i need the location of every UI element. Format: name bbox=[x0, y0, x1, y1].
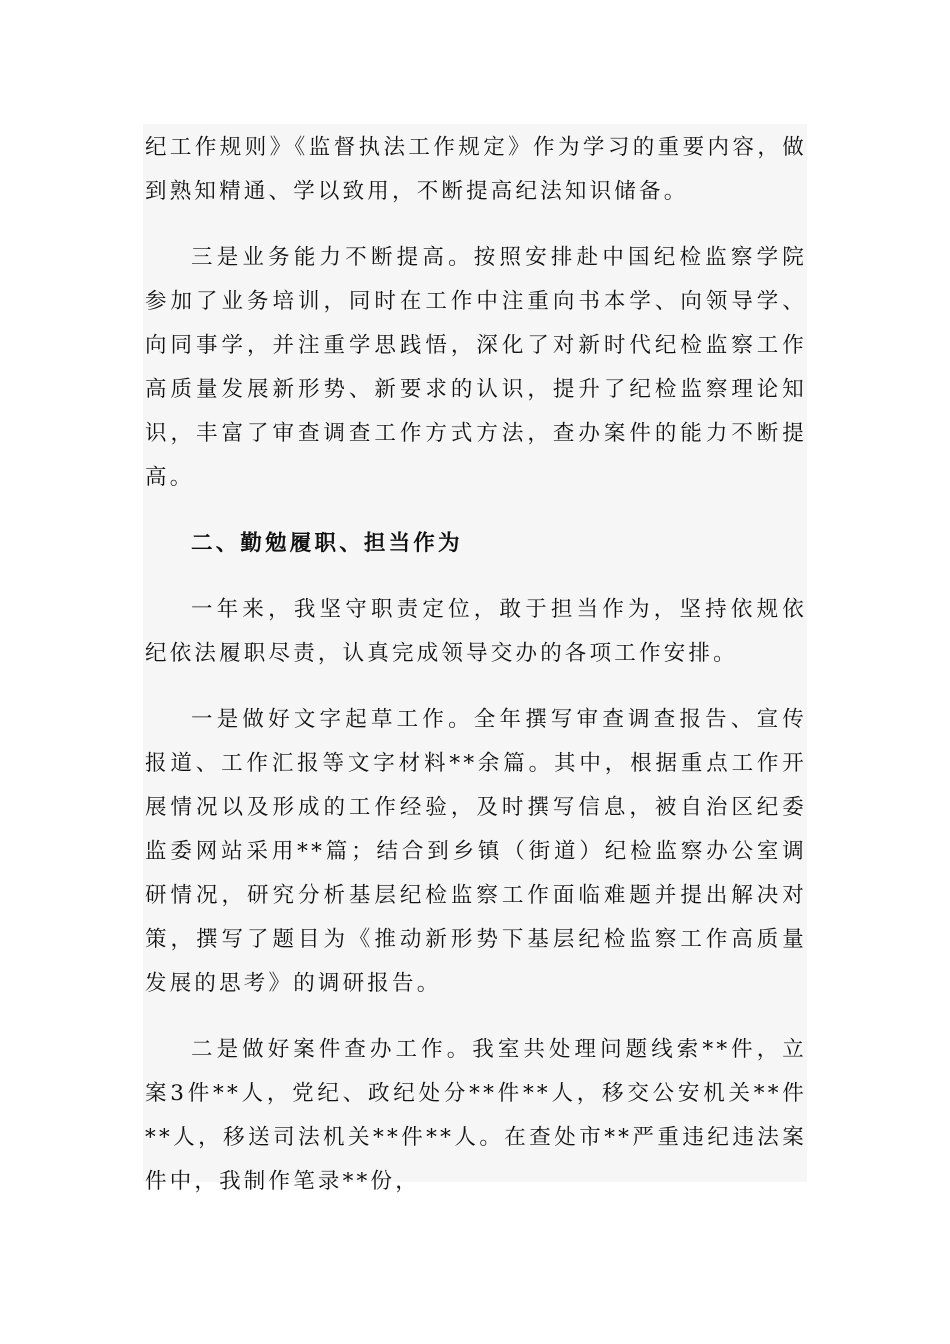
paragraph-business-ability: 三是业务能力不断提高。按照安排赴中国纪检监察学院参加了业务培训，同时在工作中注重向书本学、向领导学、向同事学，并注重学思践悟，深化了对新时代纪检监察工作高质量发展新形势、新要求的认识，提升了纪检监察理论知识，丰富了审查调查工作方式方法，查办案件的能力不断提高。 bbox=[145, 245, 807, 490]
paragraph-study-rules: 纪工作规则》《监督执法工作规定》作为学习的重要内容，做到熟知精通、学以致用，不断提高纪法知识储备。 bbox=[145, 135, 807, 204]
document-text-block bbox=[143, 124, 807, 1194]
paragraph-year-summary: 一年来，我坚守职责定位，敢于担当作为，坚持依规依纪依法履职尽责，认真完成领导交办的各项工作安排。 bbox=[145, 597, 807, 666]
paragraph-drafting-work: 一是做好文字起草工作。全年撰写审查调查报告、宣传报道、工作汇报等文字材料**余篇。其中，根据重点工作开展情况以及形成的工作经验，及时撰写信息，被自治区纪委监委网站采用**篇；结合到乡镇（街道）纪检监察办公室调研情况，研究分析基层纪检监察工作面临难题并提出解决对策，撰写了题目为《推动新形势下基层纪检监察工作高质量发展的思考》的调研报告。 bbox=[145, 707, 807, 996]
section-heading-diligent-duty: 二、勤勉履职、担当作为 bbox=[191, 531, 463, 556]
paragraph-case-handling: 二是做好案件查办工作。我室共处理问题线索**件，立案3件**人，党纪、政纪处分**件**人，移交公安机关**件**人，移送司法机关**件**人。在查处市**严重违纪违法案件中，我制作笔录**份， bbox=[145, 1037, 807, 1194]
